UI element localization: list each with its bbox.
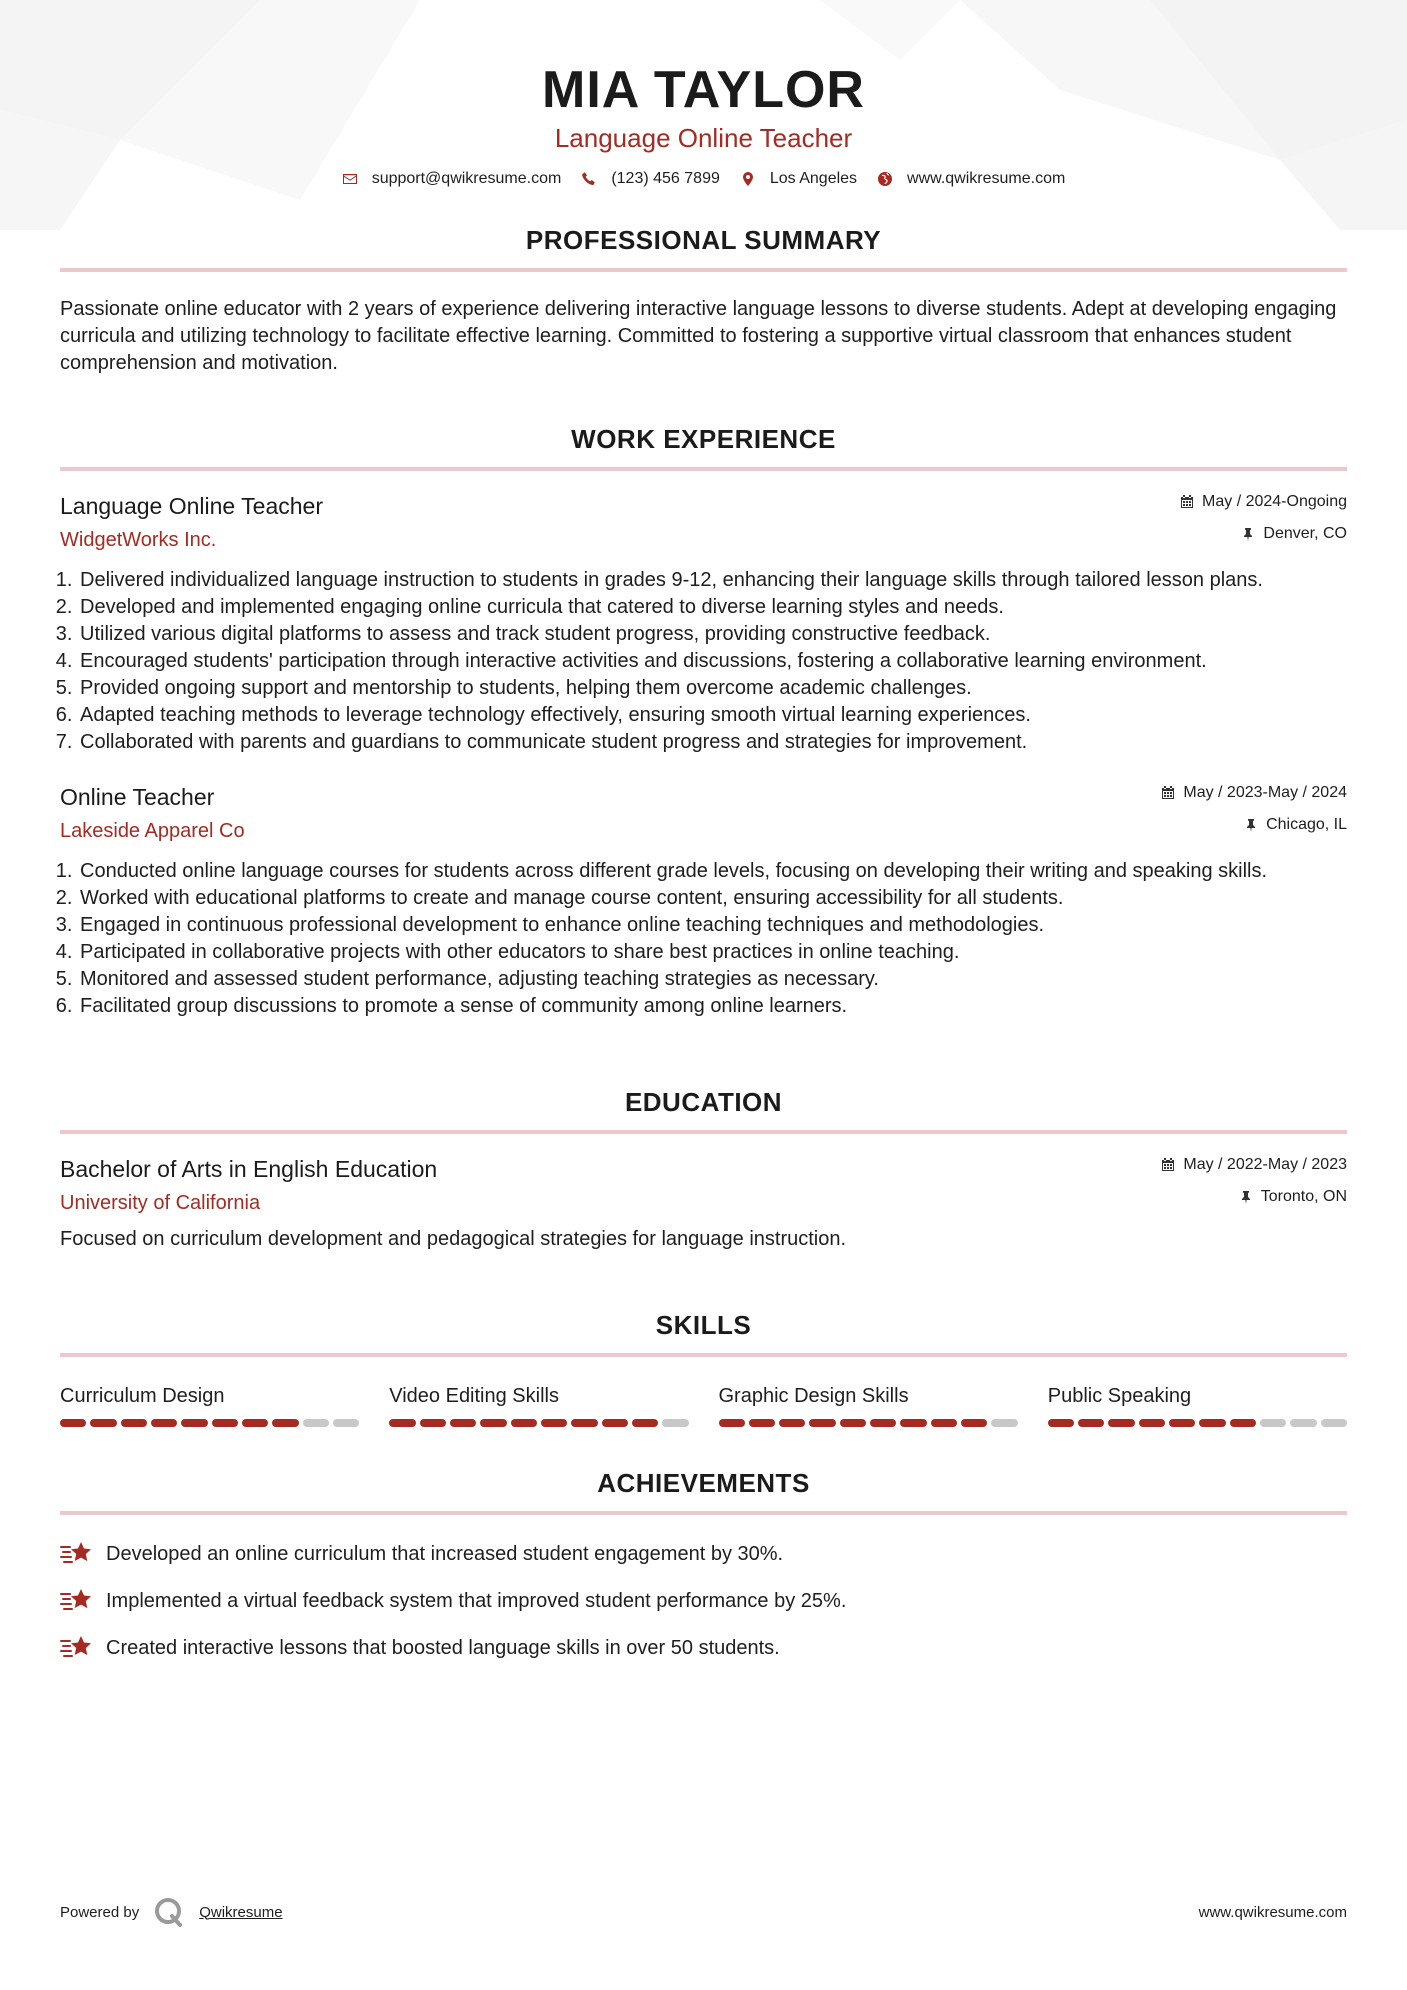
contact-email[interactable] xyxy=(342,170,562,188)
skill-level-bar xyxy=(1048,1419,1347,1427)
skill-level-segment xyxy=(571,1419,597,1427)
job-responsibilities xyxy=(60,567,1347,756)
school-name: University of California xyxy=(60,1192,261,1214)
contact-bar xyxy=(60,170,1347,188)
achievements-section xyxy=(60,1467,1347,1663)
skill-level-segment xyxy=(303,1419,329,1427)
contact-email-text: support@qwikresume.com xyxy=(371,170,562,187)
job-dates: May / 2024-Ongoing xyxy=(1202,493,1347,510)
skill-level-bar xyxy=(389,1419,688,1427)
pushpin-icon xyxy=(1239,1190,1253,1204)
list-item: 1. Delivered individualized language instruction to students in grades 9-12, enhancing their language skills through tailored lesson plans. xyxy=(78,567,1347,594)
summary-heading: PROFESSIONAL SUMMARY xyxy=(525,225,882,255)
list-item: 4. Encouraged students' participation through interactive activities and discussions, fostering a collaborative learning environment. xyxy=(78,648,1347,675)
pushpin-icon xyxy=(1244,818,1258,832)
skill-level-segment xyxy=(1048,1419,1074,1427)
summary-text: Passionate online educator with 2 years of experience delivering interactive language lessons to diverse students. Adept at developing engaging curricula and utilizing technology to facilitate effective learning. Committed to fostering a supportive virtual classroom that enhances student comprehension and motivation. xyxy=(60,298,1337,374)
job-meta xyxy=(1180,491,1347,545)
experience-heading: WORK EXPERIENCE xyxy=(571,424,836,454)
skill-level-segment xyxy=(1169,1419,1195,1427)
list-item: 2. Developed and implemented engaging online curricula that catered to diverse learning styles and needs. xyxy=(78,594,1347,621)
skill-level-segment xyxy=(1321,1419,1347,1427)
list-item: 7. Collaborated with parents and guardians to communicate student progress and strategies for improvement. xyxy=(78,729,1347,756)
skill-level-segment xyxy=(242,1419,268,1427)
skill-level-segment xyxy=(719,1419,745,1427)
contact-phone[interactable] xyxy=(581,170,720,188)
skill-level-segment xyxy=(333,1419,359,1427)
skill-level-segment xyxy=(272,1419,298,1427)
powered-by xyxy=(60,1896,283,1928)
skill-item xyxy=(389,1383,688,1427)
section-divider xyxy=(60,268,1347,272)
education-description: Focused on curriculum development and pedagogical strategies for language instruction. xyxy=(60,1228,847,1250)
job-location: Chicago, IL xyxy=(1266,816,1347,833)
qwikresume-link[interactable]: Qwikresume xyxy=(199,1903,283,1921)
skills-section xyxy=(60,1309,1347,1427)
skill-level-segment xyxy=(809,1419,835,1427)
skill-level-segment xyxy=(870,1419,896,1427)
list-item: 5. Provided ongoing support and mentorship to students, helping them overcome academic challenges. xyxy=(78,675,1347,702)
skill-level-segment xyxy=(749,1419,775,1427)
skill-name: Public Speaking xyxy=(1047,1385,1192,1407)
list-item: 3. Utilized various digital platforms to assess and track student progress, providing constructive feedback. xyxy=(78,621,1347,648)
list-item: 6. Adapted teaching methods to leverage technology effectively, ensuring smooth virtual learning experiences. xyxy=(78,702,1347,729)
skill-name: Video Editing Skills xyxy=(389,1385,559,1407)
skill-level-segment xyxy=(1139,1419,1165,1427)
skill-level-bar xyxy=(719,1419,1018,1427)
skill-level-segment xyxy=(900,1419,926,1427)
skill-level-segment xyxy=(602,1419,628,1427)
candidate-name: MIA TAYLOR xyxy=(542,61,865,119)
list-item: 2. Worked with educational platforms to create and manage course content, ensuring accessibility for all students. xyxy=(78,885,1347,912)
skill-level-segment xyxy=(420,1419,446,1427)
phone-icon xyxy=(581,171,597,187)
skill-level-segment xyxy=(779,1419,805,1427)
skill-level-segment xyxy=(1290,1419,1316,1427)
skill-name: Graphic Design Skills xyxy=(718,1385,909,1407)
shooting-star-icon xyxy=(60,1539,96,1569)
skill-level-segment xyxy=(212,1419,238,1427)
skills-list xyxy=(60,1383,1347,1427)
section-divider xyxy=(60,1511,1347,1515)
degree-title: Bachelor of Arts in English Education xyxy=(60,1156,438,1182)
contact-location-text: Los Angeles xyxy=(769,170,858,187)
skill-level-segment xyxy=(662,1419,688,1427)
job-responsibilities xyxy=(60,858,1347,1020)
skill-level-segment xyxy=(181,1419,207,1427)
skill-level-segment xyxy=(541,1419,567,1427)
achievements-list xyxy=(60,1539,1347,1663)
qwikresume-logo-icon xyxy=(153,1896,185,1928)
skills-heading: SKILLS xyxy=(655,1310,752,1340)
globe-icon xyxy=(877,171,893,187)
achievement-text: Created interactive lessons that boosted language skills in over 50 students. xyxy=(106,1636,780,1659)
section-divider xyxy=(60,1130,1347,1134)
job-location: Denver, CO xyxy=(1263,525,1347,542)
contact-website-text: www.qwikresume.com xyxy=(907,170,1066,187)
skill-level-segment xyxy=(840,1419,866,1427)
experience-section xyxy=(60,423,1347,1020)
contact-website[interactable] xyxy=(877,170,1065,188)
achievement-text: Implemented a virtual feedback system that improved student performance by 25%. xyxy=(106,1589,847,1612)
skill-level-segment xyxy=(480,1419,506,1427)
skill-level-bar xyxy=(60,1419,359,1427)
skill-level-segment xyxy=(450,1419,476,1427)
section-divider xyxy=(60,1353,1347,1357)
education-heading: EDUCATION xyxy=(624,1087,783,1117)
skill-level-segment xyxy=(90,1419,116,1427)
achievement-text: Developed an online curriculum that increased student engagement by 30%. xyxy=(106,1542,784,1565)
company-name: Lakeside Apparel Co xyxy=(60,820,245,842)
skill-level-segment xyxy=(121,1419,147,1427)
company-name: WidgetWorks Inc. xyxy=(60,529,217,551)
candidate-title: Language Online Teacher xyxy=(554,123,853,153)
pushpin-icon xyxy=(1241,527,1255,541)
skill-level-segment xyxy=(389,1419,415,1427)
education-dates: May / 2022-May / 2023 xyxy=(1183,1156,1347,1173)
skill-level-segment xyxy=(151,1419,177,1427)
achievement-item xyxy=(60,1539,1347,1569)
contact-location xyxy=(740,170,857,188)
education-section xyxy=(60,1086,1347,1253)
skill-name: Curriculum Design xyxy=(60,1385,225,1407)
skill-level-segment xyxy=(1199,1419,1225,1427)
education-entry xyxy=(60,1154,1347,1253)
map-marker-icon xyxy=(740,171,756,187)
skill-level-segment xyxy=(1078,1419,1104,1427)
job-meta xyxy=(1161,782,1347,836)
job-title: Language Online Teacher xyxy=(60,493,324,519)
skill-level-segment xyxy=(60,1419,86,1427)
job-title: Online Teacher xyxy=(60,784,215,810)
skill-level-segment xyxy=(1108,1419,1134,1427)
summary-section xyxy=(60,224,1347,377)
list-item: 5. Monitored and assessed student performance, adjusting teaching strategies as necessary. xyxy=(78,966,1347,993)
achievements-heading: ACHIEVEMENTS xyxy=(597,1468,810,1498)
achievement-item xyxy=(60,1633,1347,1663)
shooting-star-icon xyxy=(60,1633,96,1663)
calendar-icon xyxy=(1161,1158,1175,1172)
envelope-icon xyxy=(342,171,358,187)
shooting-star-icon xyxy=(60,1586,96,1616)
skill-level-segment xyxy=(961,1419,987,1427)
resume-header xyxy=(60,0,1347,188)
education-location: Toronto, ON xyxy=(1260,1188,1347,1205)
powered-by-label: Powered by xyxy=(60,1903,140,1921)
skill-item xyxy=(719,1383,1018,1427)
job-dates: May / 2023-May / 2024 xyxy=(1183,784,1347,801)
skill-level-segment xyxy=(991,1419,1017,1427)
section-divider xyxy=(60,467,1347,471)
list-item: 4. Participated in collaborative projects with other educators to share best practices in online teaching. xyxy=(78,939,1347,966)
calendar-icon xyxy=(1180,495,1194,509)
calendar-icon xyxy=(1161,786,1175,800)
skill-item xyxy=(1048,1383,1347,1427)
footer-website[interactable]: www.qwikresume.com xyxy=(1198,1903,1347,1921)
contact-phone-text: (123) 456 7899 xyxy=(611,170,720,187)
achievement-item xyxy=(60,1586,1347,1616)
job-entry xyxy=(60,491,1347,756)
page-footer xyxy=(60,1896,1347,1928)
skill-item xyxy=(60,1383,359,1427)
skill-level-segment xyxy=(511,1419,537,1427)
skill-level-segment xyxy=(1260,1419,1286,1427)
list-item: 3. Engaged in continuous professional development to enhance online teaching techniques and methodologies. xyxy=(78,912,1347,939)
job-entry xyxy=(60,782,1347,1020)
list-item: 6. Facilitated group discussions to promote a sense of community among online learners. xyxy=(78,993,1347,1020)
education-meta xyxy=(1161,1154,1347,1208)
skill-level-segment xyxy=(931,1419,957,1427)
skill-level-segment xyxy=(632,1419,658,1427)
list-item: 1. Conducted online language courses for students across different grade levels, focusing on developing their writing and speaking skills. xyxy=(78,858,1347,885)
skill-level-segment xyxy=(1230,1419,1256,1427)
